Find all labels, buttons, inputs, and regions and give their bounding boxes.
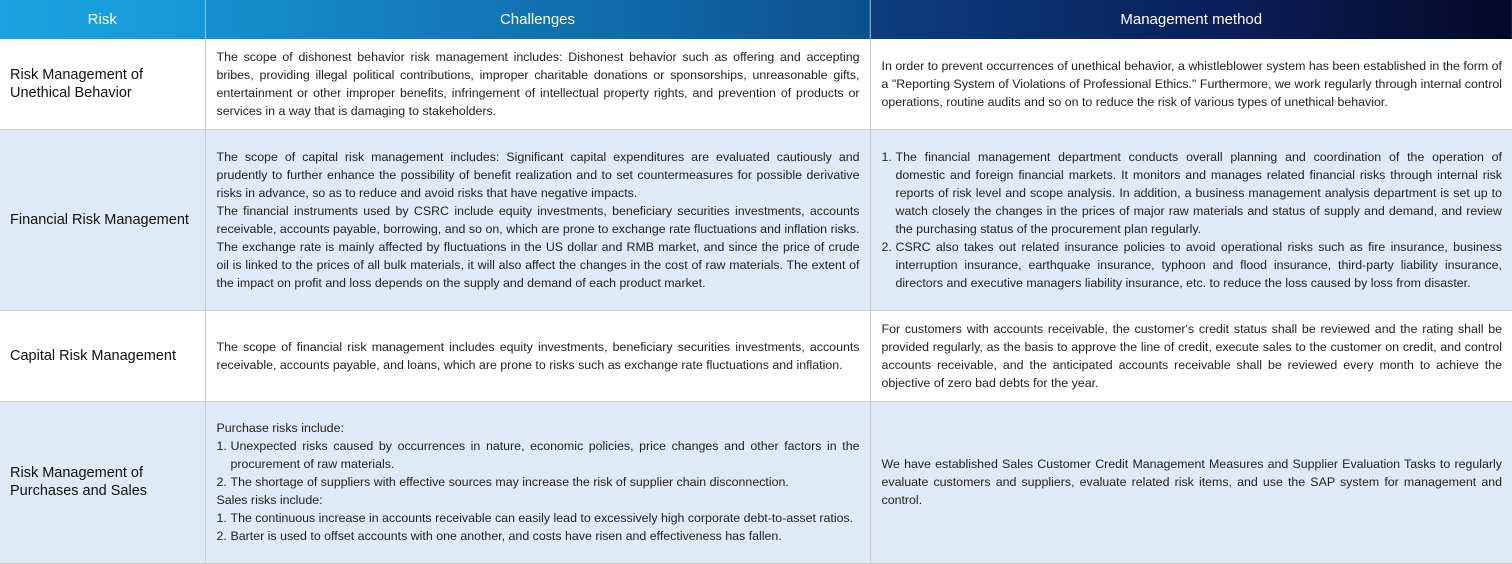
risk-name: Risk Management of Purchases and Sales [0, 401, 205, 563]
list-item [882, 148, 1503, 238]
list-item [217, 473, 860, 491]
header-challenges: Challenges [205, 0, 870, 39]
management-cell: For customers with accounts receivable, the customer's credit status shall be reviewed and the rating shall be provided regularly, as the basis to approve the line of credit, execute sales to the customer on credit, and control accounts receivable, and the anticipated accounts receivable shall be reviewed every month to achieve the objective of zero bad debts for the year. [870, 310, 1512, 401]
header-management-method: Management method [870, 0, 1512, 39]
challenges-paragraph: The financial instruments used by CSRC include equity investments, beneficiary securities investments, accounts receivable, accounts payable, borrowing, and so on, which are prone to exchange rate fluctuations and inflation risks. The exchange rate is mainly affected by fluctuations in the US dollar and RMB market, and since the price of crude oil is linked to the prices of all bulk materials, it will also affect the changes in the cost of raw materials. The extent of the impact on profit and loss depends on the supply and demand of each product market. [216, 203, 860, 290]
list-number: 2. [216, 475, 227, 489]
table-row [0, 129, 1512, 310]
list-text: The continuous increase in accounts receivable can easily lead to excessively high corporate debt-to-asset ratios. [230, 511, 854, 525]
challenges-cell [205, 129, 870, 310]
risk-name: Financial Risk Management [0, 129, 205, 310]
table-row [0, 39, 1512, 129]
management-cell: In order to prevent occurrences of unethical behavior, a whistleblower system has been established in the form of a "Reporting System of Violations of Professional Ethics." Furthermore, we work regularly through internal control operations, routine audits and so on to reduce the risk of various types of unethical behavior. [870, 39, 1512, 129]
list-item [217, 509, 860, 527]
list-text: Unexpected risks caused by occurrences in nature, economic policies, price changes and other factors in the procurement of raw materials. [230, 439, 860, 471]
challenges-paragraph: The scope of capital risk management includes: Significant capital expenditures are evaluated cautiously and prudently to further enhance the possibility of benefit realization and to set countermeasures for possible derivative risks in advance, so as to reduce and avoid risks that have negative impacts. [216, 149, 860, 200]
list-item [882, 238, 1503, 292]
table-row [0, 401, 1512, 563]
risk-name: Capital Risk Management [0, 310, 205, 401]
list-number: 1. [216, 439, 227, 453]
table-row [0, 310, 1512, 401]
challenges-cell: The scope of financial risk management includes equity investments, beneficiary securities investments, accounts receivable, accounts payable, and loans, which are prone to risks such as exchange rate fluctuations and inflation. [205, 310, 870, 401]
list-number: 1. [881, 149, 892, 164]
table-header [0, 0, 1512, 39]
list-number: 1. [216, 511, 227, 525]
management-cell: We have established Sales Customer Credit Management Measures and Supplier Evaluation Tasks to regularly evaluate customers and suppliers, evaluate related risk items, and use the SAP system for management and control. [870, 401, 1512, 563]
list-text: Barter is used to offset accounts with one another, and costs have risen and effectiveness has fallen. [230, 529, 782, 543]
list-text: The financial management department conducts overall planning and coordination of the operation of domestic and foreign financial markets. It monitors and manages related financial risks through internal risk reports of risk level and scope analysis. In addition, a business management analysis department is set up to watch closely the changes in the prices of major raw materials and status of supply and demand, and review the purchasing status of the procurement plan regularly. [895, 149, 1502, 236]
list-text: CSRC also takes out related insurance policies to avoid operational risks such as fire insurance, business interruption insurance, earthquake insurance, typhoon and flood insurance, third-party liability insurance, directors and executive managers liability insurance, etc. to reduce the loss caused by loss from disaster. [895, 239, 1502, 290]
list-text: The shortage of suppliers with effective sources may increase the risk of supplier chain disconnection. [230, 475, 789, 489]
purchase-risks-heading: Purchase risks include: [216, 421, 344, 435]
management-cell [870, 129, 1512, 310]
sales-risks-heading: Sales risks include: [216, 493, 323, 507]
list-number: 2. [881, 239, 892, 254]
challenges-cell [205, 401, 870, 563]
list-item [217, 437, 860, 473]
list-number: 2. [216, 529, 227, 543]
header-risk: Risk [0, 0, 205, 39]
list-item [217, 527, 860, 545]
risk-name: Risk Management of Unethical Behavior [0, 39, 205, 129]
challenges-cell: The scope of dishonest behavior risk management includes: Dishonest behavior such as offering and accepting bribes, providing illegal political contributions, improper charitable donations or sponsorships, unreasonable gifts, entertainment or other improper benefits, infringement of intellectual property rights, and prevention of products or services in a way that is damaging to stakeholders. [205, 39, 870, 129]
